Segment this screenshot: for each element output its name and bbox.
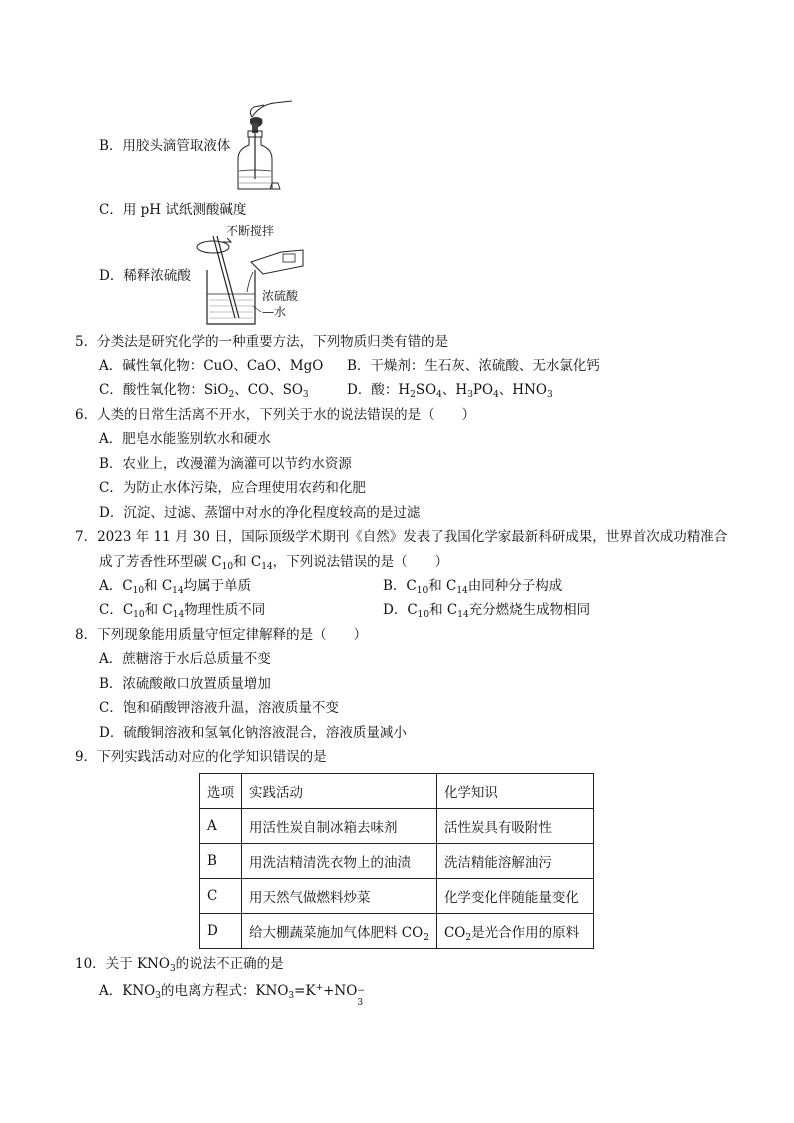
row-option: B <box>200 844 242 879</box>
table-row <box>200 844 594 879</box>
q8-option-c: C．饱和硝酸钾溶液升温，溶液质量不变 <box>99 700 339 716</box>
q9-stem: 9．下列实践活动对应的化学知识错误的是 <box>75 749 327 765</box>
table-row <box>200 914 594 949</box>
q6-option-a: A．肥皂水能鉴别软水和硬水 <box>99 431 271 447</box>
q7-option-a: A．$C_{10}$和 $C_{14}$均属于单质 <box>99 578 252 596</box>
q6-option-d: D．沉淀、过滤、蒸馏中对水的净化程度较高的是过滤 <box>99 505 421 521</box>
q4-option-b: B．用胶头滴管取液体 <box>99 138 231 154</box>
header-activity: 实践活动 <box>242 774 437 809</box>
q4-option-d: D．稀释浓硫酸 <box>99 268 191 284</box>
header-option: 选项 <box>200 774 242 809</box>
q8-stem: 8．下列现象能用质量守恒定律解释的是（ ） <box>75 627 368 643</box>
row-knowledge: 活性炭具有吸附性 <box>436 809 593 844</box>
q10-stem: 10．关于 $KNO_3$的说法不正确的是 <box>75 956 284 974</box>
q7-option-d: D．$C_{10}$和 $C_{14}$充分燃烧生成物相同 <box>383 602 591 620</box>
q8-option-b: B．浓硫酸敞口放置质量增加 <box>99 676 271 692</box>
table-header-row <box>200 774 594 809</box>
row-knowledge: 化学变化伴随能量变化 <box>436 879 593 914</box>
row-option: A <box>200 809 242 844</box>
row-activity: 用洗洁精清洗衣物上的油渍 <box>242 844 437 879</box>
q9-table <box>199 773 594 949</box>
row-activity: 用天然气做燃料炒菜 <box>242 879 437 914</box>
dropper-bottle-illustration <box>230 97 300 195</box>
dilution-beaker-illustration <box>193 228 308 328</box>
q5-stem: 5．分类法是研究化学的一种重要方法，下列物质归类有错的是 <box>75 334 449 350</box>
q7-option-b: B．$C_{10}$和 $C_{14}$由同种分子构成 <box>383 578 563 596</box>
row-activity: 给大棚蔬菜施加气体肥料 $CO_2$ <box>242 914 437 949</box>
q4-option-c: C．用 pH 试纸测酸碱度 <box>99 202 247 218</box>
row-activity: 用活性炭自制冰箱去味剂 <box>242 809 437 844</box>
label-acid: 浓硫酸 <box>262 289 299 303</box>
row-option: D <box>200 914 242 949</box>
header-knowledge: 化学知识 <box>436 774 593 809</box>
q6-option-c: C．为防止水体污染，应合理使用农药和化肥 <box>99 480 366 496</box>
q8-option-a: A．蔗糖溶于水后总质量不变 <box>99 651 271 667</box>
q6-option-b: B．农业上，改漫灌为滴灌可以节约水资源 <box>99 456 352 472</box>
q5-option-b: B．干燥剂：生石灰、浓硫酸、无水氯化钙 <box>347 358 600 374</box>
label-stir: 不断搅拌 <box>226 224 275 238</box>
q7-stem-line1: 7．2023 年 11 月 30 日，国际顶级学术期刊《自然》发表了我国化学家最新科研成果，世界首次成功精准合 <box>75 529 728 545</box>
row-knowledge: $CO_2$是光合作用的原料 <box>436 914 593 949</box>
q7-option-c: C．$C_{10}$和 $C_{14}$物理性质不同 <box>99 602 266 620</box>
table-row <box>200 879 594 914</box>
q6-stem: 6．人类的日常生活离不开水，下列关于水的说法错误的是（ ） <box>75 407 476 423</box>
q7-stem-line2: 成了芳香性环型碳 $C_{10}$和 $C_{14}$，下列说法错误的是（ ） <box>99 554 449 572</box>
q8-option-d: D．硫酸铜溶液和氢氧化钠溶液混合，溶液质量减小 <box>99 725 407 741</box>
label-water: —水 <box>262 305 287 319</box>
row-option: C <box>200 879 242 914</box>
q5-option-a: A．碱性氧化物：CuO、CaO、MgO <box>99 358 324 374</box>
q5-option-c: C．酸性氧化物：SiO$_2$、CO、$SO_3$ <box>99 382 309 400</box>
table-row <box>200 809 594 844</box>
q10-option-a: A．$KNO_3$的电离方程式：$KNO_3=K^++NO$ − 3 <box>99 983 365 1008</box>
q5-option-d: D．酸：$H_2SO_4$、$H_3PO_4$、$HNO_3$ <box>347 382 553 400</box>
row-knowledge: 洗洁精能溶解油污 <box>436 844 593 879</box>
